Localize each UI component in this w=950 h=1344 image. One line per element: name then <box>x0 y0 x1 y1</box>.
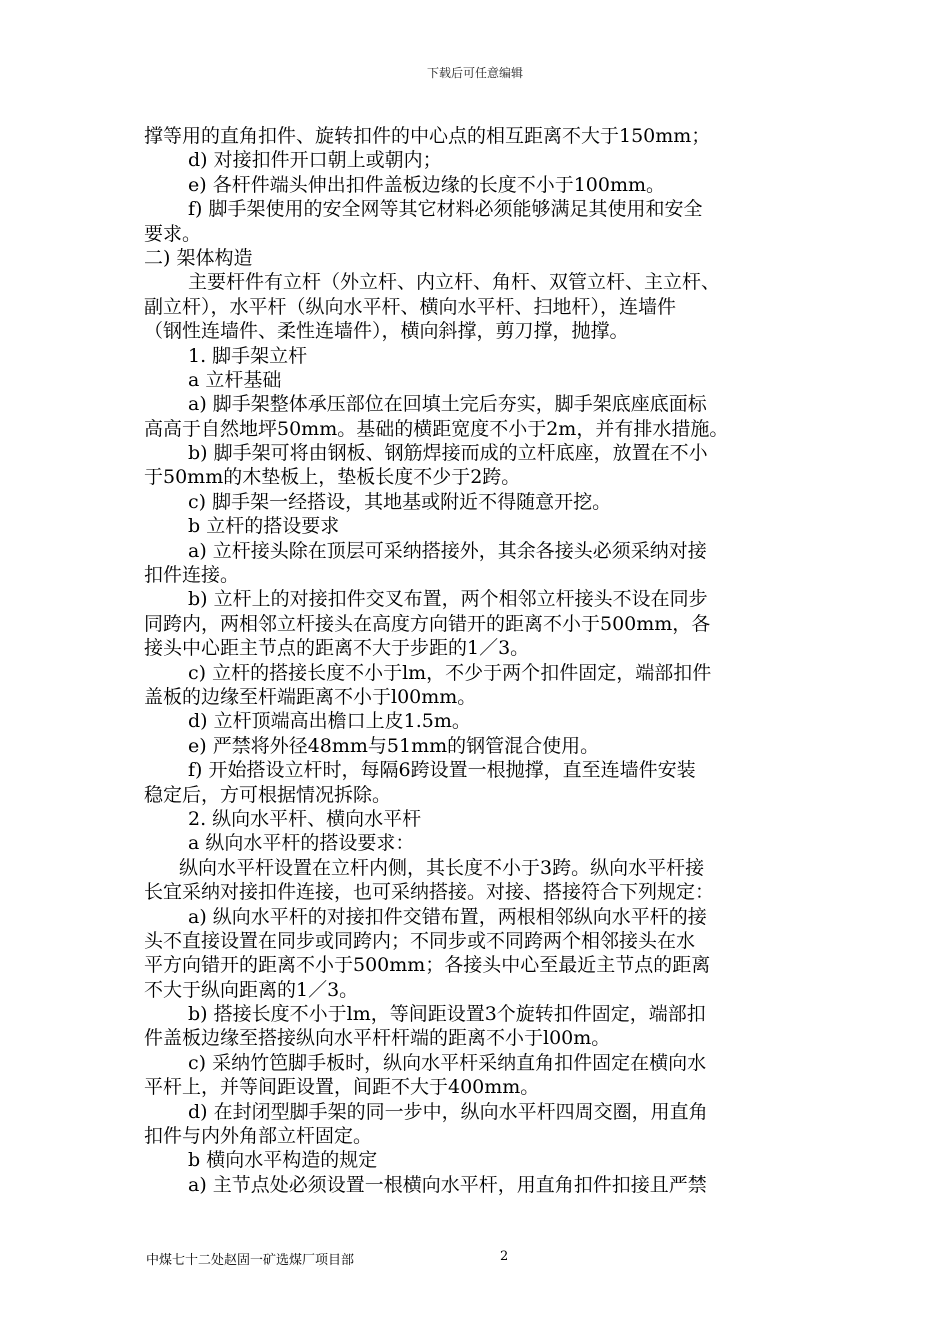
text-line: a) 立杆接头除在顶层可采纳搭接外，其余各接头必须采纳对接 <box>188 539 707 562</box>
footer-organization: 中煤七十二处赵固一矿选煤厂项目部 <box>146 1253 355 1268</box>
text-line: a 立杆基础 <box>188 368 282 391</box>
text-line: 头不直接设置在同步或同跨内；不同步或不同跨两个相邻接头在水 <box>144 929 696 952</box>
text-line: d) 对接扣件开口朝上或朝内； <box>188 149 442 172</box>
text-line: 纵向水平杆设置在立杆内侧，其长度不小于3跨。纵向水平杆接 <box>179 856 705 879</box>
document-body <box>144 124 809 1197</box>
text-line: e) 各杆件端头伸出扣件盖板边缘的长度不小于100mm。 <box>188 173 665 196</box>
text-line: a 纵向水平杆的搭设要求： <box>188 832 415 855</box>
text-line: 件盖板边缘至搭接纵向水平杆杆端的距离不小于l00m。 <box>144 1027 611 1050</box>
page-number: 2 <box>500 1249 509 1264</box>
text-line: 不大于纵向距离的1／3。 <box>144 978 359 1001</box>
text-line: d) 立杆顶端高出檐口上皮1.5m。 <box>188 710 471 733</box>
text-line: 撑等用的直角扣件、旋转扣件的中心点的相互距离不大于150mm； <box>144 125 711 147</box>
text-line: b 横向水平构造的规定 <box>188 1149 378 1172</box>
text-line: a) 主节点处必须设置一根横向水平杆，用直角扣件扣接且严禁 <box>188 1173 707 1196</box>
text-line: 副立杆），水平杆（纵向水平杆、横向水平杆、扫地杆），连墙件 <box>144 295 677 318</box>
text-line: 二) 架体构造 <box>144 246 253 269</box>
text-line: c) 采纳竹笆脚手板时，纵向水平杆采纳直角扣件固定在横向水 <box>188 1051 707 1074</box>
text-line: a) 纵向水平杆的对接扣件交错布置，两根相邻纵向水平杆的接 <box>188 905 707 928</box>
text-line: 长宜采纳对接扣件连接，也可采纳搭接。对接、搭接符合下列规定： <box>144 881 715 904</box>
text-line: 稳定后，方可根据情况拆除。 <box>144 783 392 806</box>
text-line: d) 在封闭型脚手架的同一步中，纵向水平杆四周交圈，用直角 <box>188 1100 708 1123</box>
text-line: 扣件与内外角部立杆固定。 <box>144 1125 373 1148</box>
text-line: 主要杆件有立杆（外立杆、内立杆、角杆、双管立杆、主立杆、 <box>188 271 721 294</box>
text-line: a) 脚手架整体承压部位在回填土完后夯实，脚手架底座底面标 <box>188 393 707 416</box>
text-line: 1. 脚手架立杆 <box>188 344 308 367</box>
text-line: 要求。 <box>144 222 202 245</box>
text-line: 于50mm的木垫板上，垫板长度不少于2跨。 <box>144 466 521 489</box>
text-line: （钢性连墙件、柔性连墙件），横向斜撑，剪刀撑，抛撑。 <box>144 320 629 343</box>
text-line: c) 脚手架一经搭设，其地基或附近不得随意开挖。 <box>188 490 612 513</box>
text-line: 扣件连接。 <box>144 564 240 587</box>
text-line: e) 严禁将外径48mm与51mm的钢管混合使用。 <box>188 734 600 757</box>
text-line: 平杆上，并等间距设置，间距不大于400mm。 <box>144 1076 540 1099</box>
text-line: 接头中心距主节点的距离不大于步距的1／3。 <box>144 637 530 660</box>
text-line: b) 立杆上的对接扣件交叉布置，两个相邻立杆接头不设在同步 <box>188 588 708 611</box>
text-line: 高高于自然地坪50mm。基础的横距宽度不小于2m，并有排水措施。 <box>144 417 729 440</box>
text-line: b) 脚手架可将由钢板、钢筋焊接而成的立杆底座，放置在不小 <box>188 442 708 465</box>
text-line: f) 脚手架使用的安全网等其它材料必须能够满足其使用和安全 <box>188 198 703 221</box>
page-header-note: 下载后可任意编辑 <box>426 66 523 80</box>
text-line: b) 搭接长度不小于lm，等间距设置3个旋转扣件固定，端部扣 <box>188 1003 706 1026</box>
text-line: 2. 纵向水平杆、横向水平杆 <box>188 807 422 830</box>
text-line: 同跨内，两相邻立杆接头在高度方向错开的距离不小于500mm，各 <box>144 612 711 635</box>
text-line: 盖板的边缘至杆端距离不小于l00mm。 <box>144 685 477 708</box>
text-line: b 立杆的搭设要求 <box>188 515 340 538</box>
text-line: c) 立杆的搭接长度不小于lm，不少于两个扣件固定，端部扣件 <box>188 661 712 684</box>
text-line: 平方向错开的距离不小于500mm；各接头中心至最近主节点的距离 <box>144 954 711 977</box>
text-line: f) 开始搭设立杆时，每隔6跨设置一根抛撑，直至连墙件安装 <box>188 759 696 782</box>
